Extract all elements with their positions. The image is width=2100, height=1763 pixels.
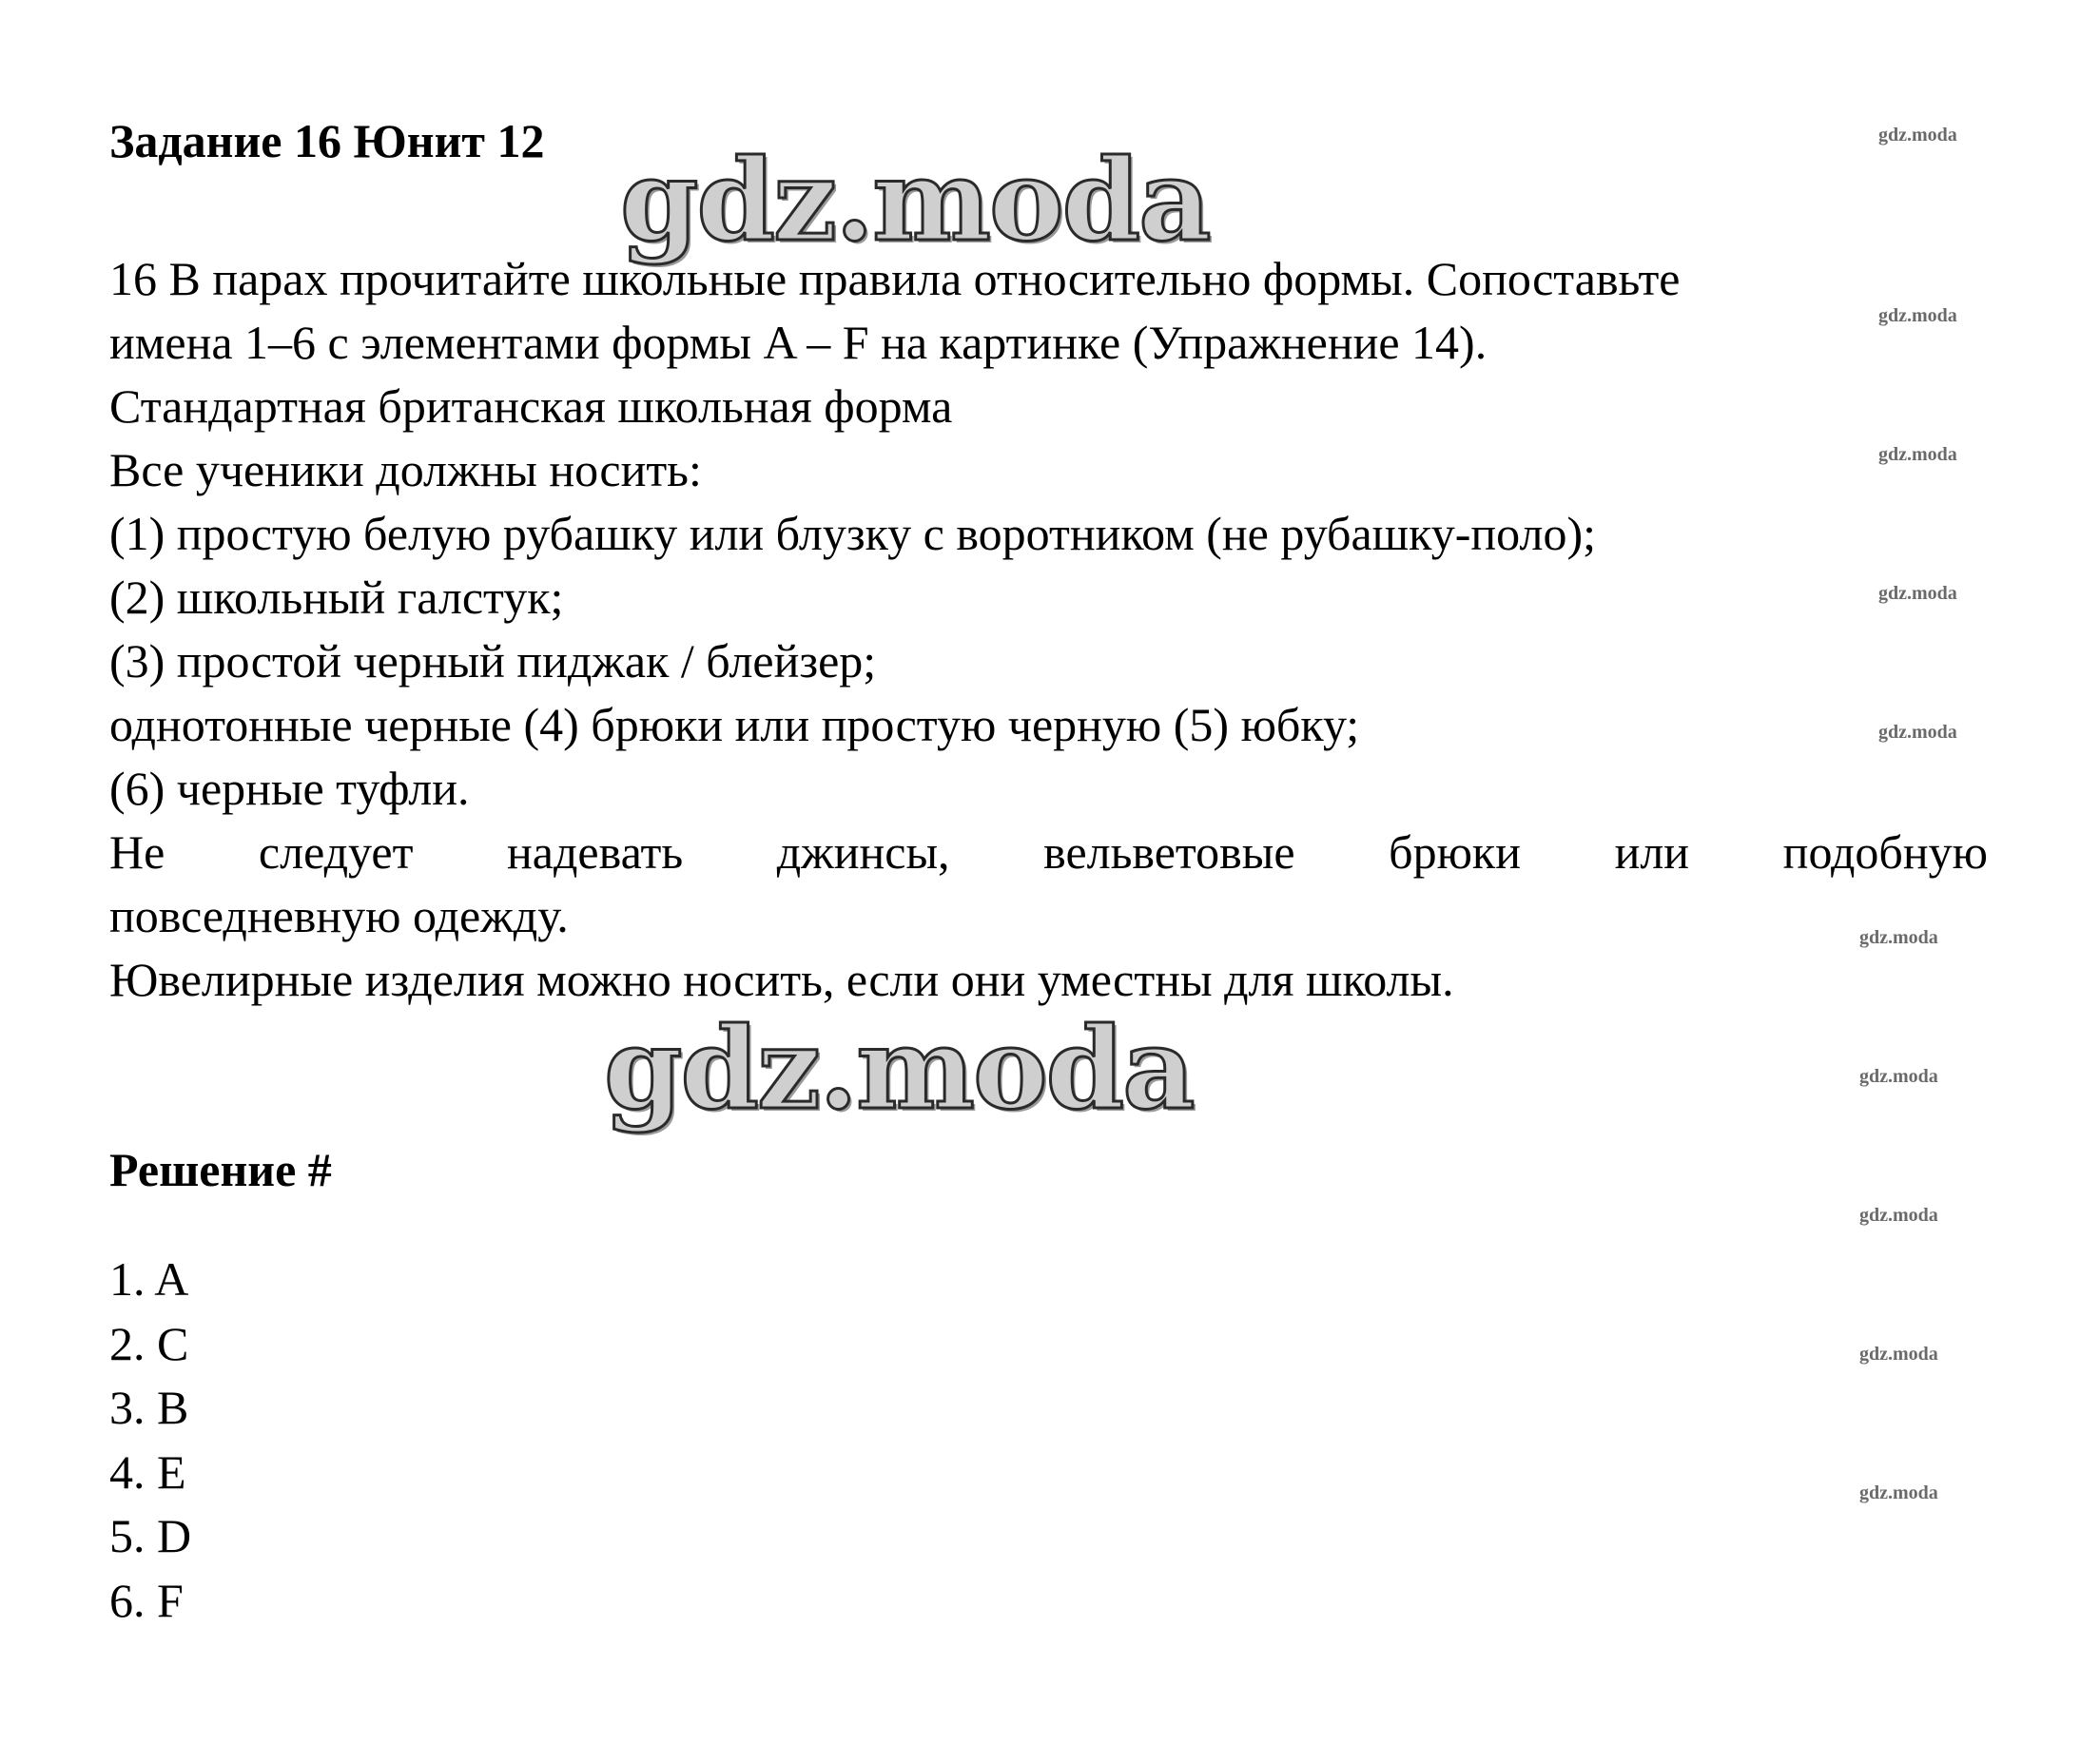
answer-item: 4. E	[109, 1444, 186, 1499]
watermark-text: gdz.moda	[1859, 1344, 1938, 1365]
page-title: Задание 16 Юнит 12	[109, 114, 545, 167]
watermark-text: gdz.moda	[1878, 722, 1957, 743]
watermark-text: gdz.moda	[1859, 1482, 1938, 1503]
answers-list	[109, 1248, 191, 1633]
task-text	[109, 247, 1988, 1012]
watermark-logo: gdz.moda	[604, 1002, 1194, 1134]
task-line: (1) простую белую рубашку или блузку с воротником (не рубашку-поло);	[109, 507, 1597, 560]
answer-item: 5. D	[109, 1509, 192, 1562]
task-line: Не следует надевать джинсы, вельветовые брюки или подобную	[109, 825, 1988, 879]
answer-item: 3. B	[109, 1381, 189, 1434]
watermark-text: gdz.moda	[1859, 1066, 1938, 1087]
answer-item: 2. C	[109, 1316, 189, 1370]
task-line: Все ученики должны носить:	[109, 443, 702, 496]
answer-item: 6. F	[109, 1573, 184, 1627]
task-line: Ювелирные изделия можно носить, если они уместны для школы.	[109, 953, 1454, 1006]
task-line: Стандартная британская школьная форма	[109, 379, 953, 433]
watermark-text: gdz.moda	[1878, 444, 1957, 465]
task-line: однотонные черные (4) брюки или простую черную (5) юбку;	[109, 698, 1360, 751]
task-line: (2) школьный галстук;	[109, 571, 564, 624]
watermark-logo: gdz.moda	[620, 134, 1210, 266]
watermark-text: gdz.moda	[1859, 1205, 1938, 1226]
watermark-text: gdz.moda	[1878, 583, 1957, 604]
watermark-text: gdz.moda	[1878, 125, 1957, 145]
solution-title: Решение #	[109, 1143, 332, 1196]
watermark-text: gdz.moda	[1859, 927, 1938, 948]
watermark-text: gdz.moda	[1878, 305, 1957, 326]
answer-item: 1. A	[109, 1252, 189, 1306]
task-line: (6) черные туфли.	[109, 762, 470, 815]
task-line: (3) простой черный пиджак / блейзер;	[109, 634, 877, 688]
task-line: повседневную одежду.	[109, 889, 569, 942]
task-line: имена 1–6 с элементами формы A – F на картинке (Упражнение 14).	[109, 316, 1488, 369]
task-line: 16 В парах прочитайте школьные правила относительно формы. Сопоставьте	[109, 252, 1681, 305]
